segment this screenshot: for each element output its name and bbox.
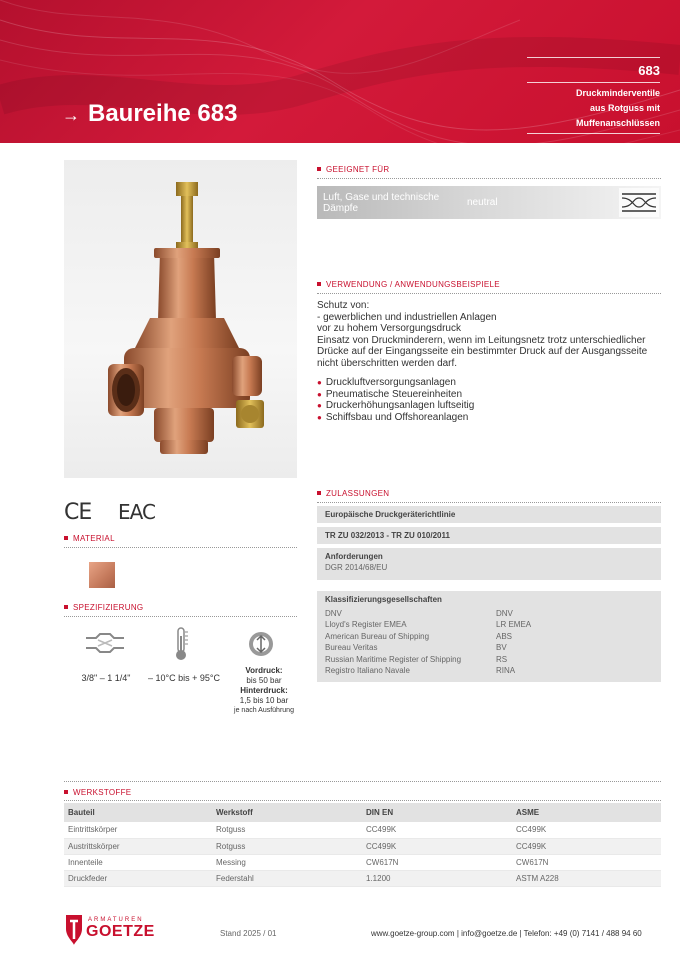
society-name: American Bureau of Shipping <box>325 631 430 641</box>
divider <box>64 616 297 617</box>
table-cell: 1.1200 <box>362 870 512 886</box>
table-row <box>64 870 661 886</box>
divider <box>527 133 660 134</box>
column-header: Werkstoff <box>212 803 362 822</box>
list-item <box>325 631 531 642</box>
approval-directive-text: Europäische Druckgeräterichtlinie <box>325 510 456 519</box>
table-cell: Rotguss <box>212 838 362 854</box>
approval-directive <box>317 506 661 523</box>
section-heading-approvals <box>317 489 389 498</box>
divider <box>64 781 661 782</box>
series-description-line: Muffenanschlüssen <box>575 118 660 128</box>
list-item <box>317 412 474 424</box>
header-series-box <box>527 57 660 134</box>
table-cell: Innenteile <box>64 854 212 870</box>
table-cell: CC499K <box>362 822 512 838</box>
table-cell: CC499K <box>512 822 661 838</box>
spec-pressure: Vordruck: bis 50 bar Hinterdruck: 1,5 bis 10 bar je nach Ausführung <box>228 666 300 716</box>
bullet-square-icon <box>317 167 321 171</box>
society-code: LR EMEA <box>496 620 532 630</box>
society-name: Registro Italiano Navale <box>325 666 410 676</box>
section-heading-material <box>64 534 115 543</box>
ce-mark-logo: CE <box>64 500 92 525</box>
bullet-dot-icon: ● <box>317 401 322 411</box>
series-description <box>527 83 660 133</box>
usage-bullet-list <box>317 377 474 423</box>
classification-societies-title: Klassifizierungsgesellschaften <box>325 595 442 604</box>
list-item-text: Druckluftversorgungsanlagen <box>325 377 456 388</box>
table-cell: ASTM A228 <box>512 870 661 886</box>
divider <box>64 800 661 801</box>
society-code: DNV <box>496 609 513 618</box>
list-item <box>325 665 531 676</box>
table-cell: Druckfeder <box>64 870 212 886</box>
bullet-square-icon <box>64 536 68 540</box>
bullet-square-icon <box>64 605 68 609</box>
pressure-gauge-icon <box>247 630 275 658</box>
contact-info: www.goetze-group.com | info@goetze.de | Telefon: +49 (0) 7141 / 488 94 60 <box>371 929 642 938</box>
table-cell: Eintrittskörper <box>64 822 212 838</box>
usage-line: vor zu hohem Versorgungsdruck <box>317 323 461 335</box>
series-description-line: Druckminderventile <box>575 88 660 98</box>
list-item-text: Druckerhöhungsanlagen luftseitig <box>325 400 475 412</box>
spec-size: 3/8" – 1 1/4" <box>81 673 131 683</box>
section-heading-text: WERKSTOFFE <box>73 788 132 797</box>
section-heading-text: SPEZIFIZIERUNG <box>73 603 144 612</box>
eac-mark-logo: EAC <box>118 500 155 524</box>
suitable-media-text: Luft, Gase und technische Dämpfe <box>323 192 440 214</box>
spec-outlet-label: Hinterdruck <box>240 686 286 695</box>
table-row <box>64 838 661 854</box>
approval-tr <box>317 527 661 544</box>
divider <box>317 293 661 294</box>
list-item-text: Schiffsbau und Offshoreanlagen <box>325 411 469 423</box>
table-cell: CC499K <box>362 838 512 854</box>
bullet-square-icon <box>317 491 321 495</box>
suitable-media-bar <box>317 186 661 219</box>
company-logo <box>64 913 164 952</box>
list-item <box>325 608 531 619</box>
bullet-square-icon <box>317 282 321 286</box>
table-cell: CW617N <box>362 854 512 870</box>
divider <box>317 178 661 179</box>
logo-main-text: GOETZE <box>86 923 155 940</box>
column-header: Bauteil <box>64 803 212 822</box>
section-heading-specification <box>64 603 143 612</box>
usage-line: Einsatz von Druckminderern, wenn im Leitungsnetz trotz unterschiedlicher Drücke auf der Eingangsseite ein bestimmter Druck auf der Ausgangsseite nicht überschritten werden darf. <box>317 334 648 369</box>
usage-description <box>317 300 662 370</box>
table-row <box>64 822 661 838</box>
table-cell: Federstahl <box>212 870 362 886</box>
table-cell: Austrittskörper <box>64 838 212 854</box>
approval-requirements <box>317 548 661 580</box>
table-cell: CW617N <box>512 854 661 870</box>
header-banner <box>0 0 680 143</box>
section-heading-materials <box>64 788 131 797</box>
society-name: Bureau Veritas <box>325 643 378 653</box>
bullet-dot-icon: ● <box>317 389 322 399</box>
material-swatch <box>89 562 115 588</box>
list-item <box>317 400 474 412</box>
column-header: ASME <box>512 803 661 822</box>
table-header-row <box>64 803 661 822</box>
section-heading-text: MATERIAL <box>73 534 115 543</box>
society-code: RINA <box>496 666 516 676</box>
page-title <box>62 100 237 128</box>
usage-line: - gewerblichen und industriellen Anlagen <box>317 311 497 323</box>
pipe-connection-icon <box>84 628 126 658</box>
table-cell: CC499K <box>512 838 661 854</box>
column-header: DIN EN <box>362 803 512 822</box>
list-item <box>317 389 474 401</box>
usage-line: Schutz von: <box>317 300 370 311</box>
materials-table <box>64 803 661 887</box>
table-row <box>64 854 661 870</box>
section-heading-usage <box>317 280 500 289</box>
table-cell: Rotguss <box>212 822 362 838</box>
bullet-dot-icon: ● <box>317 378 322 387</box>
section-heading-text: ZULASSUNGEN <box>326 489 390 498</box>
table-cell: Messing <box>212 854 362 870</box>
document-revision: Stand 2025 / 01 <box>220 929 277 938</box>
list-item <box>325 654 531 665</box>
suitable-property-text: neutral <box>467 197 498 208</box>
society-code: RS <box>496 654 508 664</box>
logo-small-text: ARMATUREN <box>88 917 144 923</box>
society-name: DNV <box>325 609 342 618</box>
bullet-square-icon <box>64 790 68 794</box>
divider <box>64 547 297 548</box>
approval-tr-text: TR ZU 032/2013 - TR ZU 010/2011 <box>325 531 450 540</box>
section-heading-text: VERWENDUNG / ANWENDUNGSBEISPIELE <box>326 280 500 289</box>
pressure-reducer-valve-illustration <box>64 160 297 478</box>
section-heading-text: GEEIGNET FÜR <box>326 165 390 174</box>
approval-requirements-title: Anforderungen <box>325 552 383 561</box>
society-code: BV <box>496 643 507 653</box>
series-number: 683 <box>638 63 660 78</box>
spec-temperature: – 10°C bis + 95°C <box>148 673 220 683</box>
bullet-dot-icon: ● <box>317 412 322 422</box>
society-name: Russian Maritime Register of Shipping <box>325 654 462 664</box>
divider <box>317 502 661 503</box>
list-item <box>325 619 531 630</box>
series-description-line: aus Rotguss mit <box>589 103 660 113</box>
classification-societies-list <box>325 608 531 676</box>
spec-outlet-value: 1,5 bis 10 bar <box>239 696 289 705</box>
spec-note: je nach Ausführung <box>234 707 294 714</box>
page-title-text: Baureihe 683 <box>88 100 238 127</box>
arrow-right-icon: → <box>62 105 80 125</box>
society-name: Lloyd's Register EMEA <box>325 620 407 630</box>
society-code: ABS <box>496 631 513 641</box>
section-heading-suitable <box>317 165 389 174</box>
spec-inlet-value: bis 50 bar <box>246 676 282 685</box>
list-item-text: Pneumatische Steuereinheiten <box>325 388 463 400</box>
spec-inlet-label: Vordruck <box>245 666 280 675</box>
approval-requirements-value: DGR 2014/68/EU <box>325 563 388 572</box>
list-item <box>325 642 531 653</box>
product-image <box>64 160 297 478</box>
thermometer-icon <box>172 626 190 662</box>
list-item <box>317 377 474 389</box>
valve-symbol-icon <box>619 188 659 217</box>
